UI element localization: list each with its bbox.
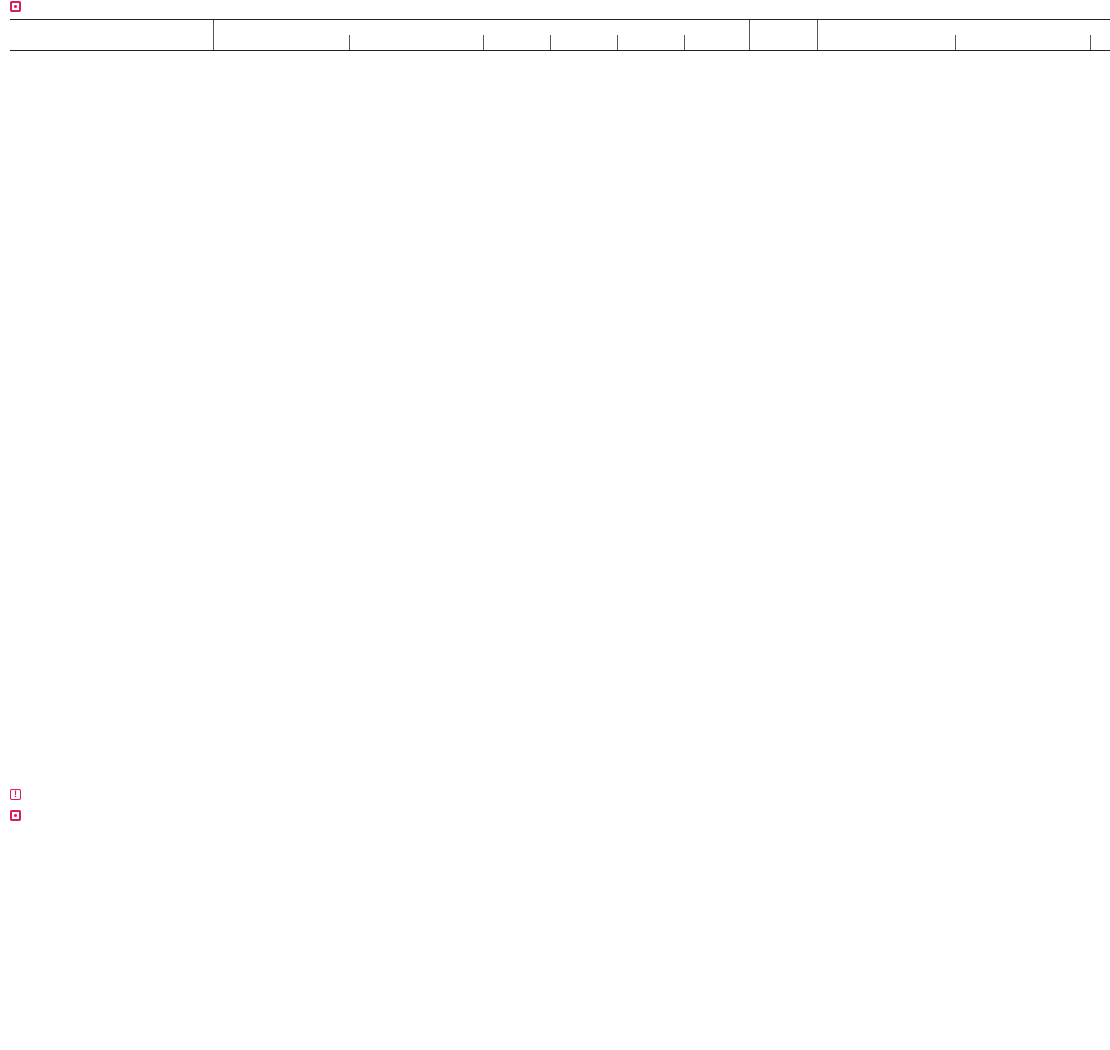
- n-header: [1090, 35, 1110, 51]
- applicable-shaft-header: [817, 20, 1110, 36]
- bullet-icon: [10, 810, 21, 821]
- c-type-heading: [10, 1, 26, 12]
- specification-header: [146, 35, 213, 51]
- header-row: [10, 35, 1110, 51]
- bullet-icon: [10, 1, 21, 12]
- d2-header: [817, 35, 955, 51]
- t-header: [349, 35, 483, 51]
- code-header: [10, 35, 146, 51]
- warning-icon: !: [10, 789, 21, 800]
- a-header: [550, 35, 617, 51]
- reference-header: [749, 20, 817, 36]
- d0-header: [617, 35, 684, 51]
- b-header: [483, 35, 550, 51]
- header-row: [10, 20, 1110, 36]
- c-type-table: [10, 19, 1110, 51]
- retaining-ring-header: [213, 20, 749, 36]
- d3-header: [213, 35, 349, 51]
- d1-header: [749, 35, 817, 51]
- d4-header: [684, 35, 749, 51]
- m-header: [955, 35, 1090, 51]
- model-header: [10, 20, 213, 36]
- e-type-heading: [10, 810, 26, 821]
- thickness-note: [10, 789, 26, 800]
